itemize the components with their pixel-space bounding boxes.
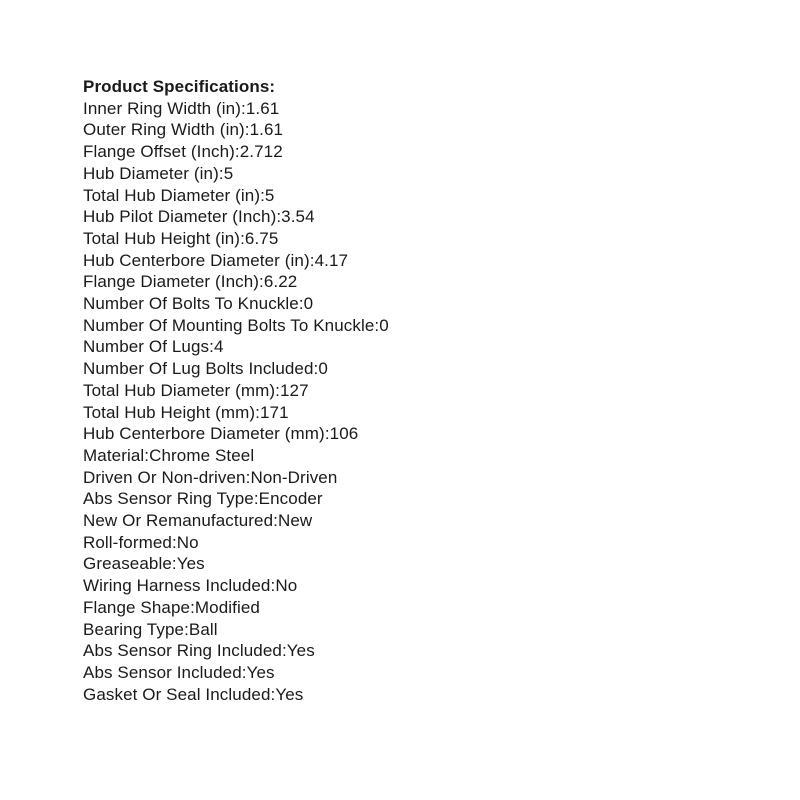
spec-separator: : [244,120,250,140]
spec-separator: : [171,554,177,574]
spec-label: Abs Sensor Included [83,662,242,682]
spec-value: 3.54 [281,207,315,227]
spec-value: 6.75 [244,228,279,248]
spec-value: 0 [303,294,314,314]
spec-separator: : [324,424,330,444]
spec-separator: : [260,185,265,205]
spec-label: Hub Diameter (in) [83,163,219,183]
spec-separator: : [144,445,150,465]
spec-label: Gasket Or Seal Included [83,684,271,704]
spec-row [83,98,643,120]
spec-row [83,141,643,163]
spec-row [83,553,643,575]
spec-value: 0 [318,359,328,379]
spec-row [83,423,643,445]
spec-value: 1.61 [245,98,280,118]
spec-value: Non-Driven [250,467,338,487]
spec-row [83,684,643,706]
spec-value: 127 [280,380,309,400]
spec-label: Number Of Mounting Bolts To Knuckle [83,315,375,335]
spec-row [83,510,643,532]
spec-separator: : [190,597,195,617]
spec-separator: : [313,359,319,379]
spec-row [83,163,643,185]
spec-label: Flange Shape [83,597,191,617]
spec-label: Abs Sensor Ring Type [83,489,254,509]
spec-row [83,206,643,228]
spec-separator: : [245,467,251,487]
spec-separator: : [171,532,177,552]
spec-value: Encoder [258,489,323,509]
spec-row [83,619,643,641]
spec-row [83,271,643,293]
spec-separator: : [240,228,245,248]
spec-separator: : [253,489,259,509]
spec-value: 171 [259,402,289,422]
spec-separator: : [209,337,214,357]
spec-separator: : [234,142,240,162]
section-title: Product Specifications: [83,77,276,96]
spec-row [83,380,643,402]
spec-label: Hub Centerbore Diameter (in) [83,250,310,270]
spec-label: Roll-formed [83,532,172,552]
product-specifications [83,76,643,705]
spec-label: Total Hub Diameter (mm) [83,380,276,400]
spec-value: 1.61 [249,120,284,140]
spec-separator: : [218,163,224,183]
spec-label: Number Of Lugs [83,337,210,357]
spec-value: Yes [246,662,275,682]
spec-label: Wiring Harness Included [83,576,271,596]
spec-label: Inner Ring Width (in) [83,98,241,118]
spec-label: Number Of Lug Bolts Included [83,359,314,379]
spec-separator: : [255,402,260,422]
spec-separator: : [276,207,282,227]
spec-separator: : [298,294,304,314]
spec-label: Hub Pilot Diameter (Inch) [83,207,277,227]
spec-label: Total Hub Height (mm) [83,402,256,422]
spec-value: New [277,511,313,531]
spec-value: No [275,576,298,596]
spec-row [83,662,643,684]
spec-separator: : [241,98,246,118]
spec-value: 106 [329,424,359,444]
spec-label: Number Of Bolts To Knuckle [83,294,299,314]
spec-separator: : [270,684,276,704]
spec-separator: : [374,315,380,335]
spec-label: Bearing Type [83,619,185,639]
spec-value: 5 [223,163,234,183]
spec-label: Total Hub Height (in) [83,228,241,248]
spec-separator: : [281,641,287,661]
spec-value: Modified [194,597,260,617]
spec-separator: : [259,272,264,292]
spec-row [83,640,643,662]
spec-label: Material [83,445,145,465]
spec-label: Abs Sensor Ring Included [83,641,282,661]
spec-row [83,597,643,619]
spec-value: Ball [188,619,218,639]
spec-value: 4 [213,337,224,357]
spec-value: No [176,532,199,552]
spec-row [83,336,643,358]
spec-row [83,185,643,207]
spec-label: Total Hub Diameter (in) [83,185,261,205]
spec-label: Flange Offset (Inch) [83,142,235,162]
spec-label: Flange Diameter (Inch) [83,272,260,292]
spec-value: 6.22 [263,272,298,292]
spec-row [83,488,643,510]
spec-row [83,228,643,250]
spec-row [83,250,643,272]
spec-row [83,575,643,597]
spec-label: Hub Centerbore Diameter (mm) [83,424,325,444]
spec-row [83,293,643,315]
spec-value: Yes [176,554,205,574]
spec-row [83,315,643,337]
spec-row [83,119,643,141]
spec-value: Yes [286,641,315,661]
spec-value: Yes [275,684,304,704]
spec-row [83,358,643,380]
spec-row [83,532,643,554]
spec-value: 4.17 [314,250,349,270]
spec-separator: : [184,619,189,639]
spec-value: 0 [379,315,389,335]
spec-row [83,445,643,467]
spec-value: 2.712 [239,142,283,162]
spec-row [83,467,643,489]
spec-label: Driven Or Non-driven [83,467,246,487]
spec-separator: : [275,380,280,400]
spec-label: Greaseable [83,554,172,574]
spec-row [83,402,643,424]
spec-value: Chrome Steel [149,445,255,465]
spec-separator: : [309,250,315,270]
spec-label: New Or Remanufactured [83,511,274,531]
spec-separator: : [270,576,276,596]
spec-separator: : [241,662,247,682]
spec-value: 5 [264,185,275,205]
spec-label: Outer Ring Width (in) [83,120,245,140]
spec-separator: : [273,511,278,531]
